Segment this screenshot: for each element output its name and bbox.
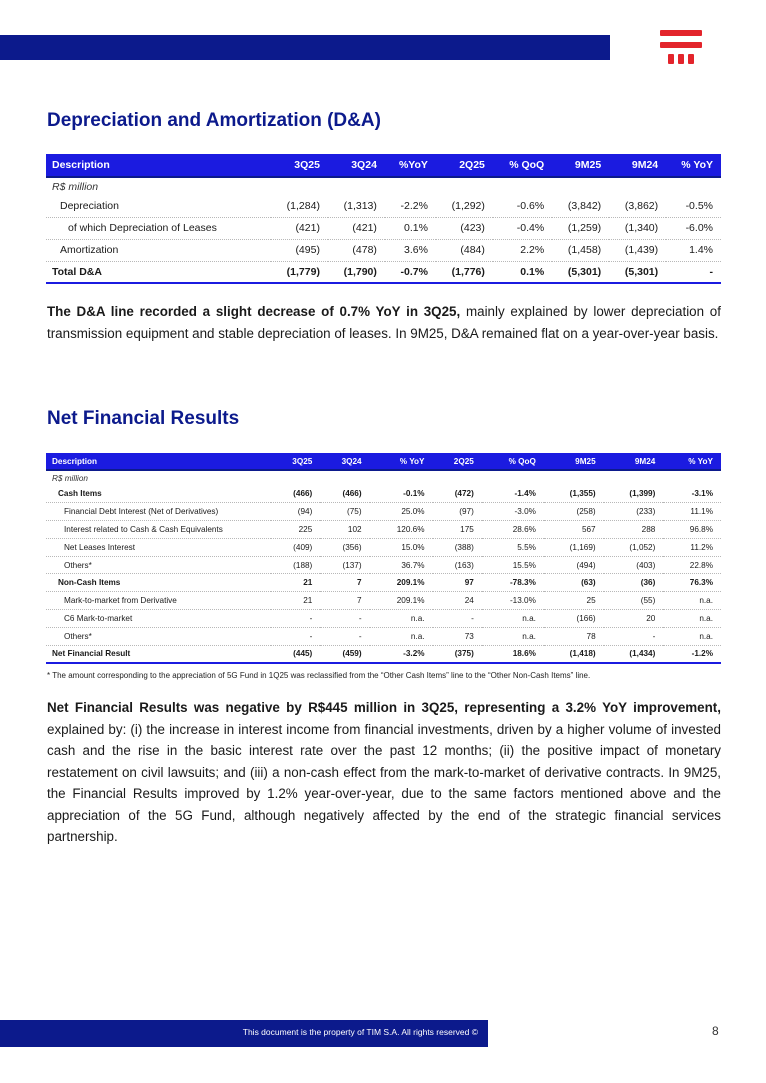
cell: (188) — [271, 556, 320, 574]
cell: n.a. — [482, 610, 544, 628]
cell: 3.6% — [385, 239, 436, 261]
cell: (484) — [436, 239, 493, 261]
cell: -78.3% — [482, 574, 544, 592]
cell: -0.6% — [493, 195, 552, 217]
row-label: Interest related to Cash & Cash Equivalents — [46, 521, 271, 539]
cell: (388) — [433, 538, 482, 556]
column-header: % YoY — [666, 154, 721, 177]
cell: (472) — [433, 485, 482, 503]
row-label: Non-Cash Items — [46, 574, 271, 592]
cell: (1,284) — [271, 195, 328, 217]
total-row — [46, 261, 721, 283]
column-header: % QoQ — [493, 154, 552, 177]
table-row — [46, 521, 721, 539]
cell: (5,301) — [609, 261, 666, 283]
cell: -1.4% — [482, 485, 544, 503]
row-label: Others* — [46, 556, 271, 574]
cell: n.a. — [663, 610, 721, 628]
cell: (421) — [271, 217, 328, 239]
column-header: 9M25 — [544, 453, 604, 470]
cell: - — [271, 627, 320, 645]
cell: 1.4% — [666, 239, 721, 261]
cell: 97 — [433, 574, 482, 592]
cell: (233) — [604, 503, 664, 521]
row-label: Total D&A — [46, 261, 271, 283]
column-header: 9M24 — [604, 453, 664, 470]
footer-copyright: This document is the property of TIM S.A. All rights reserved © — [242, 1027, 478, 1037]
cell: n.a. — [370, 610, 433, 628]
cell: 18.6% — [482, 645, 544, 663]
cell: (1,434) — [604, 645, 664, 663]
cell: 7 — [320, 592, 369, 610]
row-label: Mark-to-market from Derivative — [46, 592, 271, 610]
table-row — [46, 610, 721, 628]
cell: (55) — [604, 592, 664, 610]
column-header: 3Q24 — [320, 453, 369, 470]
cell: (1,776) — [436, 261, 493, 283]
cell: - — [666, 261, 721, 283]
cell: 25.0% — [370, 503, 433, 521]
cell: -3.1% — [663, 485, 721, 503]
table-row — [46, 195, 721, 217]
nf-paragraph-bold: Net Financial Results was negative by R$445 million in 3Q25, representing a 3.2% YoY improvement, — [47, 700, 721, 715]
cell: (423) — [436, 217, 493, 239]
cell: -3.0% — [482, 503, 544, 521]
cell: - — [320, 610, 369, 628]
cell: 0.1% — [493, 261, 552, 283]
cell: - — [271, 610, 320, 628]
header-bar — [0, 35, 610, 60]
cell: 15.5% — [482, 556, 544, 574]
cell: -2.2% — [385, 195, 436, 217]
table-row — [46, 538, 721, 556]
column-header: 3Q24 — [328, 154, 385, 177]
nf-section-title: Net Financial Results — [47, 408, 240, 429]
footer-bar — [0, 1020, 488, 1047]
cell: 22.8% — [663, 556, 721, 574]
cell: (163) — [433, 556, 482, 574]
table-row — [46, 574, 721, 592]
table-row — [46, 239, 721, 261]
cell: (356) — [320, 538, 369, 556]
cell: (1,418) — [544, 645, 604, 663]
row-label: Amortization — [46, 239, 271, 261]
cell: (495) — [271, 239, 328, 261]
cell: (1,259) — [552, 217, 609, 239]
cell: 2.2% — [493, 239, 552, 261]
cell: - — [604, 627, 664, 645]
cell: (94) — [271, 503, 320, 521]
cell: (97) — [433, 503, 482, 521]
cell: (258) — [544, 503, 604, 521]
cell: - — [433, 610, 482, 628]
nf-table — [46, 453, 721, 664]
cell: 7 — [320, 574, 369, 592]
nf-paragraph-text: explained by: (i) the increase in interest income from financial investments, driven by a higher volume of invested cash and the rise in the basic interest rate over the past 12 months; (ii) the positive impact of monetary restatement on civil lawsuits; and (iii) a non-cash effect from the mark-to-market of derivative contracts. In 9M25, the Financial Results improved by 1.2% year-over-year, due to the same factors mentioned above and the appreciation of the 5G Fund, although negatively affected by the end of the strategic financial services partnership. — [47, 721, 721, 844]
column-header: % QoQ — [482, 453, 544, 470]
da-table — [46, 154, 721, 284]
cell: (1,340) — [609, 217, 666, 239]
cell: (421) — [328, 217, 385, 239]
cell: (1,292) — [436, 195, 493, 217]
cell: 73 — [433, 627, 482, 645]
page-number: 8 — [712, 1024, 719, 1038]
cell: 11.2% — [663, 538, 721, 556]
cell: (494) — [544, 556, 604, 574]
cell: 175 — [433, 521, 482, 539]
table-row — [46, 485, 721, 503]
cell: (137) — [320, 556, 369, 574]
cell: 0.1% — [385, 217, 436, 239]
cell: (1,458) — [552, 239, 609, 261]
cell: 567 — [544, 521, 604, 539]
cell: -3.2% — [370, 645, 433, 663]
da-paragraph-bold: The D&A line recorded a slight decrease of 0.7% YoY in 3Q25, — [47, 304, 461, 319]
unit-label: R$ million — [52, 473, 88, 483]
cell: (3,842) — [552, 195, 609, 217]
table-row — [46, 556, 721, 574]
cell: 209.1% — [370, 574, 433, 592]
column-header: Description — [46, 154, 271, 177]
cell: (1,169) — [544, 538, 604, 556]
cell: 102 — [320, 521, 369, 539]
column-header: %YoY — [385, 154, 436, 177]
cell: 76.3% — [663, 574, 721, 592]
cell: n.a. — [482, 627, 544, 645]
cell: n.a. — [663, 592, 721, 610]
row-label: Net Financial Result — [46, 645, 271, 663]
cell: (403) — [604, 556, 664, 574]
table-row — [46, 592, 721, 610]
cell: (3,862) — [609, 195, 666, 217]
table-row — [46, 217, 721, 239]
column-header: % YoY — [370, 453, 433, 470]
column-header: 9M25 — [552, 154, 609, 177]
cell: (466) — [320, 485, 369, 503]
row-label: Cash Items — [46, 485, 271, 503]
unit-row — [46, 470, 721, 485]
cell: (5,301) — [552, 261, 609, 283]
cell: (409) — [271, 538, 320, 556]
cell: 288 — [604, 521, 664, 539]
tim-logo-icon — [660, 30, 702, 64]
da-section-title: Depreciation and Amortization (D&A) — [47, 110, 381, 131]
cell: -6.0% — [666, 217, 721, 239]
column-header: % YoY — [663, 453, 721, 470]
column-header: 9M24 — [609, 154, 666, 177]
cell: -1.2% — [663, 645, 721, 663]
cell: 209.1% — [370, 592, 433, 610]
row-label: Financial Debt Interest (Net of Derivatives) — [46, 503, 271, 521]
cell: - — [320, 627, 369, 645]
da-paragraph — [47, 301, 721, 344]
column-header: 2Q25 — [436, 154, 493, 177]
row-label: of which Depreciation of Leases — [46, 217, 271, 239]
cell: 11.1% — [663, 503, 721, 521]
table-header-row — [46, 453, 721, 470]
footnote: * The amount corresponding to the appreciation of 5G Fund in 1Q25 was reclassified from the “Other Cash Items” line to the “Other Non-Cash Items” line. — [47, 671, 591, 680]
cell: -0.4% — [493, 217, 552, 239]
cell: 24 — [433, 592, 482, 610]
da-paragraph-text: mainly explained by lower depreciation of transmission equipment and stable depreciation of leases. In 9M25, D&A remained flat on a year-over-year basis. — [47, 304, 721, 341]
column-header: 3Q25 — [271, 154, 328, 177]
cell: (166) — [544, 610, 604, 628]
row-label: C6 Mark-to-market — [46, 610, 271, 628]
cell: 5.5% — [482, 538, 544, 556]
cell: (1,779) — [271, 261, 328, 283]
cell: 225 — [271, 521, 320, 539]
cell: (75) — [320, 503, 369, 521]
cell: 28.6% — [482, 521, 544, 539]
nf-paragraph — [47, 697, 721, 848]
cell: 15.0% — [370, 538, 433, 556]
cell: -13.0% — [482, 592, 544, 610]
cell: -0.1% — [370, 485, 433, 503]
cell: (63) — [544, 574, 604, 592]
cell: (1,313) — [328, 195, 385, 217]
cell: n.a. — [663, 627, 721, 645]
cell: -0.7% — [385, 261, 436, 283]
cell: 36.7% — [370, 556, 433, 574]
cell: 20 — [604, 610, 664, 628]
column-header: 3Q25 — [271, 453, 320, 470]
cell: (1,355) — [544, 485, 604, 503]
row-label: Net Leases Interest — [46, 538, 271, 556]
cell: 21 — [271, 592, 320, 610]
cell: (478) — [328, 239, 385, 261]
cell: (375) — [433, 645, 482, 663]
cell: -0.5% — [666, 195, 721, 217]
row-label: Others* — [46, 627, 271, 645]
cell: (445) — [271, 645, 320, 663]
cell: n.a. — [370, 627, 433, 645]
unit-label: R$ million — [52, 180, 99, 193]
column-header: 2Q25 — [433, 453, 482, 470]
cell: (36) — [604, 574, 664, 592]
cell: (466) — [271, 485, 320, 503]
cell: (459) — [320, 645, 369, 663]
cell: 96.8% — [663, 521, 721, 539]
total-row — [46, 645, 721, 663]
cell: (1,052) — [604, 538, 664, 556]
table-header-row — [46, 154, 721, 177]
cell: 25 — [544, 592, 604, 610]
row-label: Depreciation — [46, 195, 271, 217]
unit-row — [46, 177, 721, 195]
cell: 78 — [544, 627, 604, 645]
cell: 21 — [271, 574, 320, 592]
cell: (1,439) — [609, 239, 666, 261]
table-row — [46, 503, 721, 521]
cell: 120.6% — [370, 521, 433, 539]
cell: (1,399) — [604, 485, 664, 503]
column-header: Description — [46, 453, 271, 470]
cell: (1,790) — [328, 261, 385, 283]
table-row — [46, 627, 721, 645]
